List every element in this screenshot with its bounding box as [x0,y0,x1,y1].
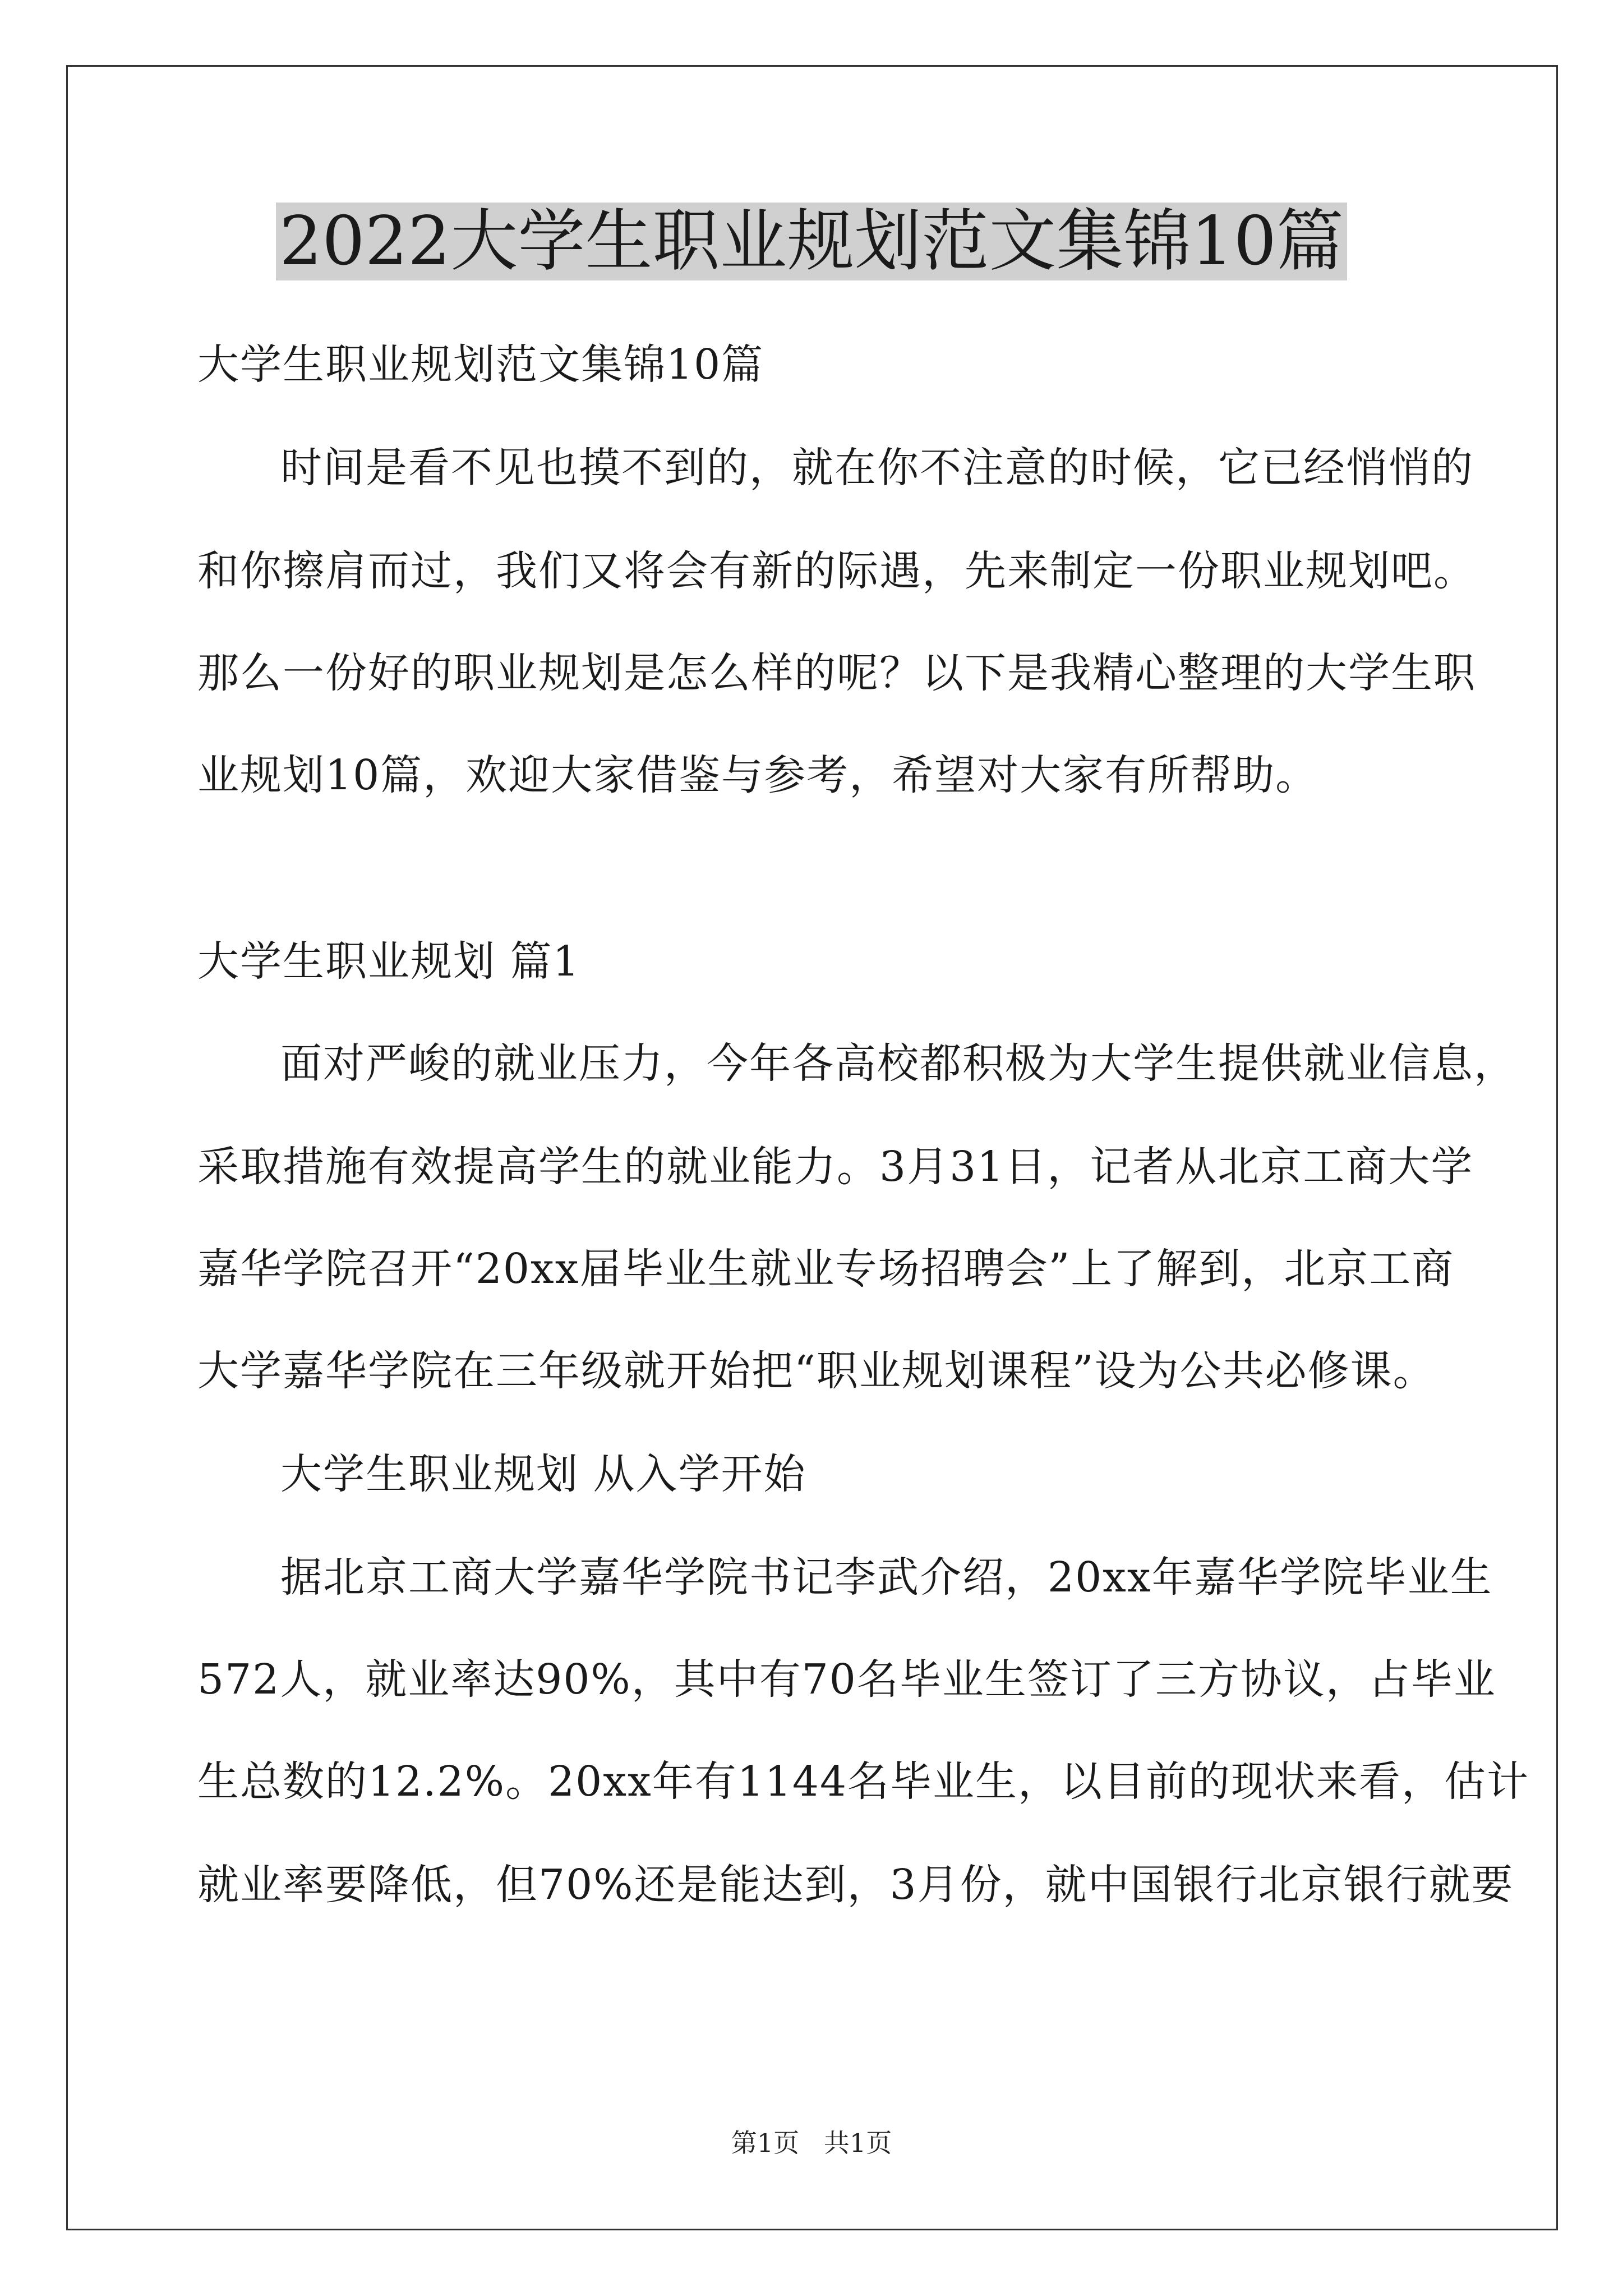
document-title-text: 2022大学生职业规划范文集锦10篇 [276,203,1347,280]
paragraph-line: 大学嘉华学院在三年级就开始把“职业规划课程”设为公共必修课。 [197,1347,1436,1395]
section-heading: 大学生职业规划 篇1 [197,937,580,986]
paragraph-line: 572人，就业率达90%，其中有70名毕业生签订了三方协议，占毕业 [197,1655,1496,1704]
intro-line: 和你擦肩而过，我们又将会有新的际遇，先来制定一份职业规划吧。 [197,547,1476,595]
page-footer: 第1页 共1页 [731,2128,892,2158]
paragraph-line: 就业率要降低，但70%还是能达到，3月份，就中国银行北京银行就要 [197,1861,1514,1909]
document-subtitle: 大学生职业规划范文集锦10篇 [197,341,764,389]
paragraph-line: 生总数的12.2%。20xx年有1144名毕业生，以目前的现状来看，估计 [197,1757,1530,1806]
paragraph-line: 采取措施有效提高学生的就业能力。3月31日，记者从北京工商大学 [197,1143,1474,1191]
intro-line: 那么一份好的职业规划是怎么样的呢？以下是我精心整理的大学生职 [197,649,1476,697]
intro-line: 时间是看不见也摸不到的，就在你不注意的时候，它已经悄悄的 [280,444,1474,492]
intro-line: 业规划10篇，欢迎大家借鉴与参考，希望对大家有所帮助。 [197,751,1318,799]
paragraph-line: 据北京工商大学嘉华学院书记李武介绍，20xx年嘉华学院毕业生 [280,1553,1493,1602]
paragraph-line: 嘉华学院召开“20xx届毕业生就业专场招聘会”上了解到，北京工商 [197,1245,1455,1293]
paragraph-line: 面对严峻的就业压力，今年各高校都积极为大学生提供就业信息， [280,1039,1516,1088]
section-subheading: 大学生职业规划 从入学开始 [280,1450,806,1498]
document-title [0,200,1623,284]
